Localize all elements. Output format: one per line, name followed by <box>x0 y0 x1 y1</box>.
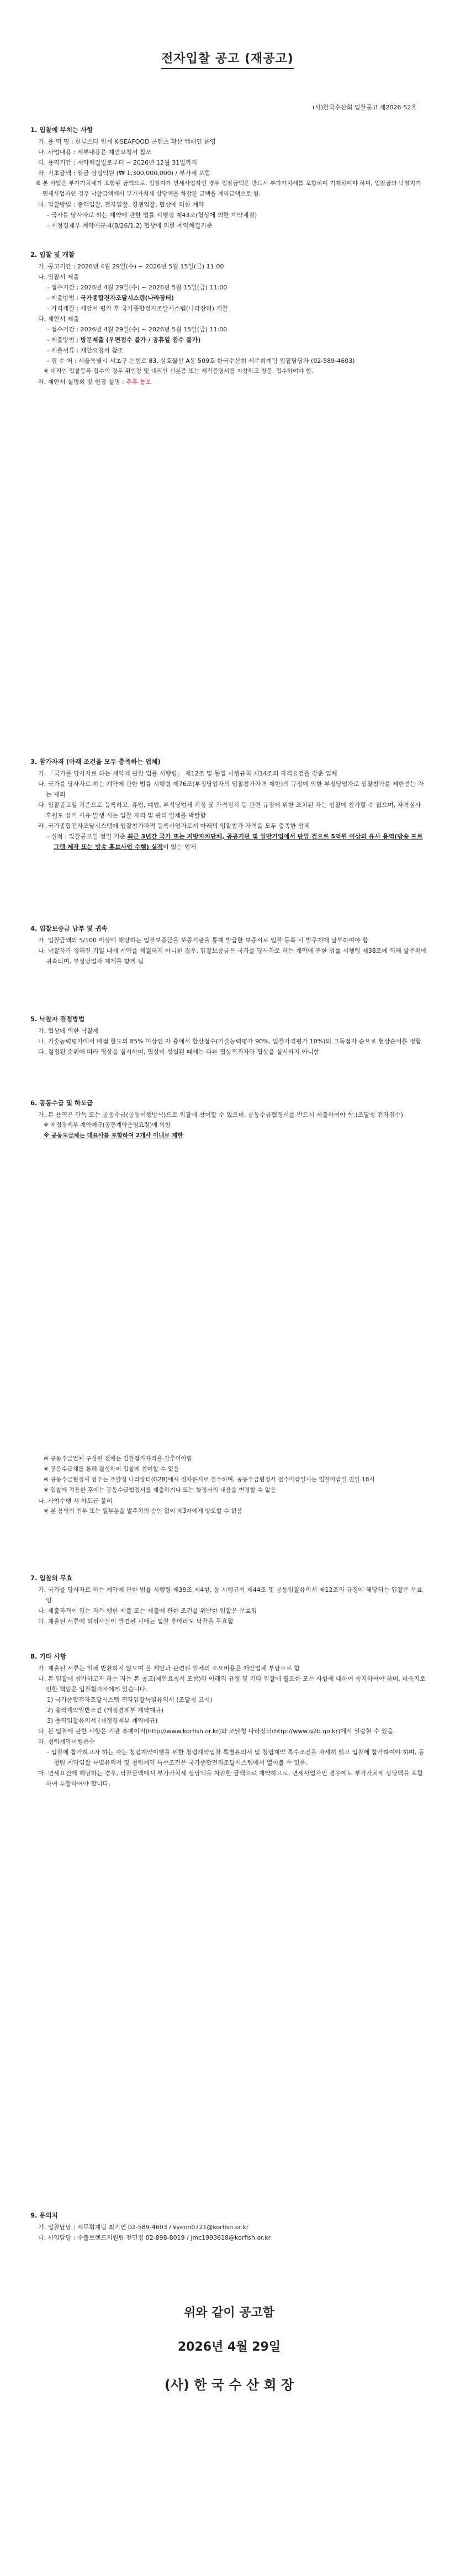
s9-item-a: 가. 입찰담당 : 세무회계팀 최기연 02-589-4603 / kyeon0721@korfish.or.kr <box>38 2224 249 2231</box>
section-6-continued <box>30 1454 428 1517</box>
section-7 <box>30 1573 428 1627</box>
s2-item-c3: - 제출서류 : 제안요청서 참조 <box>47 347 124 354</box>
s2-item-b: 나. 입찰서 제출 <box>38 273 80 281</box>
s2-item-c: 다. 제안서 제출 <box>38 315 80 323</box>
s2-item-c4: - 접 수 처 : 서울특별시 서초구 논현로 83, 삼호물산 A동 509호 한국수산회 세무회계팀 입찰담당자 (02-589-4603) <box>47 357 355 365</box>
s5-item-c: 다. 결정된 순위에 따라 협상을 실시하며, 협상이 성립된 때에는 다른 협상적격자와 협상을 실시하지 아니함 <box>38 1048 320 1055</box>
section-2-heading: 2. 입찰 및 개찰 <box>30 251 75 258</box>
s8-item-d: 라. 청렴계약이행준수 <box>38 1738 95 1745</box>
s8-item-b2: 2) 용역계약일반조건 (재정경제부 계약예규) <box>47 1707 164 1714</box>
section-6 <box>30 1098 428 1141</box>
closing-statement: 위와 같이 공고함 <box>183 2306 275 2320</box>
closing-issuer: (사) 한 국 수 산 회 장 <box>164 2377 294 2393</box>
notice-title: 전자입찰 공고 (재공고) <box>161 49 294 69</box>
s4-item-a: 가. 입찰금액의 5/100 이상에 해당하는 입찰보증금을 보증기관을 통해 발급한 보증서로 입찰 등록 시 발주처에 납부하여야 함 <box>38 937 368 944</box>
s7-item-b: 나. 제출자격이 없는 자가 행한 제출 또는 제출에 관한 조건을 위반한 입찰은 무효임 <box>38 1607 257 1614</box>
section-8-heading: 8. 기타 사항 <box>30 1653 66 1660</box>
s3-item-b: 나. 국가를 당사자로 하는 계약에 관한 법률 시행령 제76조(부정당업자의 입찰참가자격 제한)의 규정에 의한 부정당업자로 입찰참가를 제한받는 자는 제외 <box>38 780 424 798</box>
s2-item-c2 <box>30 335 428 345</box>
s6-note-5: ※ 공동수급협정서 접수는 조달청 나라장터(G2B)에서 전자문서로 접수하며, 공동수급협정서 접수마감일시는 입찰마감일 전일 18시 <box>44 1476 375 1483</box>
s9-item-b: 나. 사업담당 : 수출브랜드지원팀 전민정 02-898-8019 / jmc1993618@korfish.or.kr <box>38 2234 271 2241</box>
s8-item-a: 가. 제출된 서류는 일체 반환하지 않으며 본 제안과 관련된 일체의 소요비용은 제안업체 부담으로 함 <box>38 1665 300 1672</box>
section-9 <box>30 2210 428 2243</box>
section-3-heading: 3. 참가자격 (아래 조건을 모두 충족하는 업체) <box>30 758 161 766</box>
s2-d-label: 라. 제안서 설명회 및 현장 설명 : <box>38 378 126 386</box>
s2-b2-value: 국가종합전자조달시스템(나라장터) <box>80 294 174 302</box>
s6-note-7: ※ 본 용역의 전부 또는 일부분을 발주처의 승인 없이 제3자에게 양도할 수 없음 <box>44 1508 242 1514</box>
s7-item-a: 가. 국가를 당사자로 하는 계약에 관한 법률 시행령 제39조 제4항, 동 시행규칙 제44조 및 공동입찰유의서 제12조의 규정에 해당되는 입찰은 무효임 <box>38 1586 423 1604</box>
s1-item-a: 가. 용 역 명 : 한류스타 연계 K-SEAFOOD 콘텐츠 확산 캠페인 운영 <box>38 138 216 145</box>
s6-note-6: ※ 입찰에 적용한 후에는 공동수급협정서를 제출하거나 또는 합정서의 내용을 변경할 수 없음 <box>44 1487 276 1493</box>
s6-item-a: 가. 본 용역은 단독 또는 공동수급(공동이행방식)으로 입찰에 참여할 수 있으며, 공동수급협정서를 반드시 제출하여야 함.(조달청 전자접수) <box>38 1111 404 1118</box>
notice-number: (사)한국수산회 입찰공고 제2026-52호 <box>312 104 417 111</box>
s7-item-c: 다. 제출된 서류에 허위사실이 발견될 시에는 입찰 후에라도 낙찰을 무효함 <box>38 1618 234 1625</box>
s3-item-c: 다. 입찰공고일 기준으로 등록하고, 휴업, 폐업, 부적당업체 지정 및 자격정지 등 관련 규정에 위한 조치된 자는 입찰에 참가할 수 없으며, 자격심사 후원도 상기 사유 발생 시는 입찰 자격 및 관리 일체를 박탈함 <box>38 801 421 819</box>
s8-item-b1: 1) 국가종합전자조달시스템 전자입찰특별유의서 (조달청 고시) <box>47 1696 213 1703</box>
s1-item-c: 다. 용역기간 : 계약체결일로부터 ~ 2026년 12월 31일까지 <box>38 159 198 166</box>
s8-item-b3: 3) 용역입찰유의서 (재정경제부 계약예규) <box>47 1717 158 1724</box>
section-5-heading: 5. 낙찰자 결정방법 <box>30 1015 85 1023</box>
s2-b2-label: - 제출방법 : <box>47 294 81 302</box>
section-4 <box>30 923 428 967</box>
s8-item-c: 다. 본 입찰에 관한 사항은 기관 홈페이지(http://www.korfish.or.kr)와 조달청 나라장터(http://www.g2b.go.kr)에서 열람할 수 있음. <box>38 1728 395 1735</box>
s8-item-b: 나. 본 입찰에 참가하고자 하는 자는 본 공고(제안요청서 포함)와 아래의 규정 및 기타 입찰에 필요한 모든 사항에 대하여 숙지하여야 하며, 미숙지로 인한 책임은 입찰참가자에게 있습니다. <box>38 1675 426 1693</box>
s2-item-d <box>30 377 428 387</box>
section-3 <box>30 757 428 852</box>
s1-item-b: 나. 사업내용 : 세부내용은 제안요청서 참조 <box>38 149 152 156</box>
s1-item-e2: - 재정경제부 계약예규-4(8/26/1.2) 협상에 의한 계약체결기준 <box>47 222 213 229</box>
s3-e-pre: - 실적 : 입찰공고일 전일 기준 <box>47 833 128 840</box>
s3-e-bold: 최근 3년간 국가 또는 지방자치단체, 공공기관 및 일반기업에서 단일 건으로 5억원 이상의 유사 용역(방송 프로그램 제작 또는 방송 홍보사업 수행) 실적 <box>54 833 423 851</box>
s3-item-e <box>30 831 428 852</box>
s6-note-2: ※ 공동도급체는 대표사를 포함하여 2개사 이내로 제한 <box>44 1132 183 1139</box>
section-7-heading: 7. 입찰의 무효 <box>30 1574 72 1582</box>
s1-item-d: 라. 기초금액 : 일금 삼십억원 (₩ 1,300,000,000) / 부가세 포함 <box>38 170 211 177</box>
section-1 <box>30 125 428 231</box>
s2-c2-value: 방문제출 (우편접수 불가 / 공휴일 접수 불가) <box>80 336 201 344</box>
s2-item-b2 <box>30 293 428 303</box>
s6-note-1: ※ 재정경제부 계약예규(공동계약운영요령)에 의함 <box>44 1122 171 1128</box>
s6-note-4: ※ 공동수급체를 통해 결성하여 입찰에 참여할 수 없음 <box>44 1466 179 1472</box>
s2-item-b1: - 접수기간 : 2026년 4월 29일(수) ~ 2026년 5월 15일(금) 11:00 <box>47 284 228 291</box>
s2-d-value: 추후 통보 <box>126 378 152 386</box>
s1-item-e1: - 국가를 당사자로 하는 계약에 관한 법률 시행령 제43조(협상에 의한 계약체결) <box>47 212 257 219</box>
s3-item-d: 라. 국가종합전자조달시스템에 입찰참가자격 등록사업자로서 아래의 입찰참가 자격을 모두 충족한 업체 <box>38 822 310 830</box>
s1-item-e: 마. 입찰방법 : 총액입찰, 전자입찰, 경쟁입찰, 협상에 의한 계약 <box>38 201 204 208</box>
section-5 <box>30 1014 428 1057</box>
s6-note-3: ※ 공동수급업체 구성원 전체는 입찰참가자격을 갖추어야함 <box>44 1455 192 1462</box>
s1-note: ※ 본 사업은 부가가치세가 포함된 금액으로, 입찰자가 면세사업자인 경우 입찰금액은 반드시 부가가치세를 포함하여 기재하여야 하며, 입찰금과 낙찰자가 면세사업자인 경우 낙찰금액에서 부가가치세 상당액을 차감한 금액을 계약금액으로 함. <box>36 180 421 197</box>
section-2 <box>30 250 428 387</box>
notice-title-box <box>136 45 319 73</box>
s8-item-e: 마. 면세요건에 해당하는 경우, 낙찰금액에서 부가가치세 상당액을 차감한 금액으로 계약하므로, 면세사업자인 경우에도 부가가치세 상당액을 포함하여 투찰하여야 합니다. <box>38 1770 423 1787</box>
s8-item-d1: - 입찰에 참가하고자 하는 자는 청렴계약이행을 위한 청렴계약입찰 특별유의서 및 청렴계약 특수조건을 자세히 읽고 입찰에 참가하여야 하며, 동 청렴 계약입찰 특별유의서 및 청렴계약 특수조건은 국가종합전자조달시스템에서 열어볼 수 있음. <box>47 1749 425 1766</box>
section-8 <box>30 1651 428 1789</box>
s3-item-a: 가. 「국가를 당사자로 하는 계약에 관한 법률 시행령」 제12조 및 동법 시행규칙 제14조의 자격요건을 갖춘 업체 <box>38 770 337 777</box>
s2-note: ※ 대리인 입찰등록 접수의 경우 위임장 및 대리인 신분증 또는 재직증명서를 지참하고 방문, 접수하여야 함. <box>44 368 314 374</box>
s3-e-post: 이 있는 업체 <box>163 843 197 851</box>
s2-item-b3: - 가격개찰 : 제안서 평가 후 국가종합전자조달시스템(나라장터) 개찰 <box>47 305 228 312</box>
s4-item-b: 나. 낙찰자가 정해진 기일 내에 계약을 체결하지 아니한 경우, 입찰보증금은 국가를 당사자로 하는 계약에 관한 법률 시행령 제38조에 의해 발주처에 귀속되며, 부정당업자 제재를 받게 됨 <box>38 947 427 965</box>
closing-date: 2026년 4월 29일 <box>177 2340 281 2354</box>
section-9-heading: 9. 문의처 <box>30 2211 58 2219</box>
s2-item-a: 가. 공고기간 : 2026년 4월 29일(수) ~ 2026년 5월 15일(금) 11:00 <box>38 263 224 270</box>
section-1-heading: 1. 입찰에 부치는 사항 <box>30 126 93 134</box>
section-4-heading: 4. 입찰보증금 납부 및 귀속 <box>30 925 108 932</box>
section-6-heading: 6. 공동수급 및 하도급 <box>30 1099 93 1107</box>
s2-c2-label: - 제출방법 : <box>47 336 81 344</box>
s5-item-a: 가. 협상에 의한 낙찰제 <box>38 1027 99 1034</box>
s5-item-b: 나. 기술능력평가에서 배점 한도의 85% 이상인 자 중에서 합산점수(기술능력평가 90%, 입찰가격평가 10%)의 고득점자 순으로 협상순서를 정함 <box>38 1038 421 1045</box>
s2-item-c1: - 접수기간 : 2026년 4월 29일(수) ~ 2026년 5월 15일(금) 11:00 <box>47 326 228 333</box>
s6-item-b: 나. 사업수행 시 하도급 불허 <box>38 1497 113 1505</box>
